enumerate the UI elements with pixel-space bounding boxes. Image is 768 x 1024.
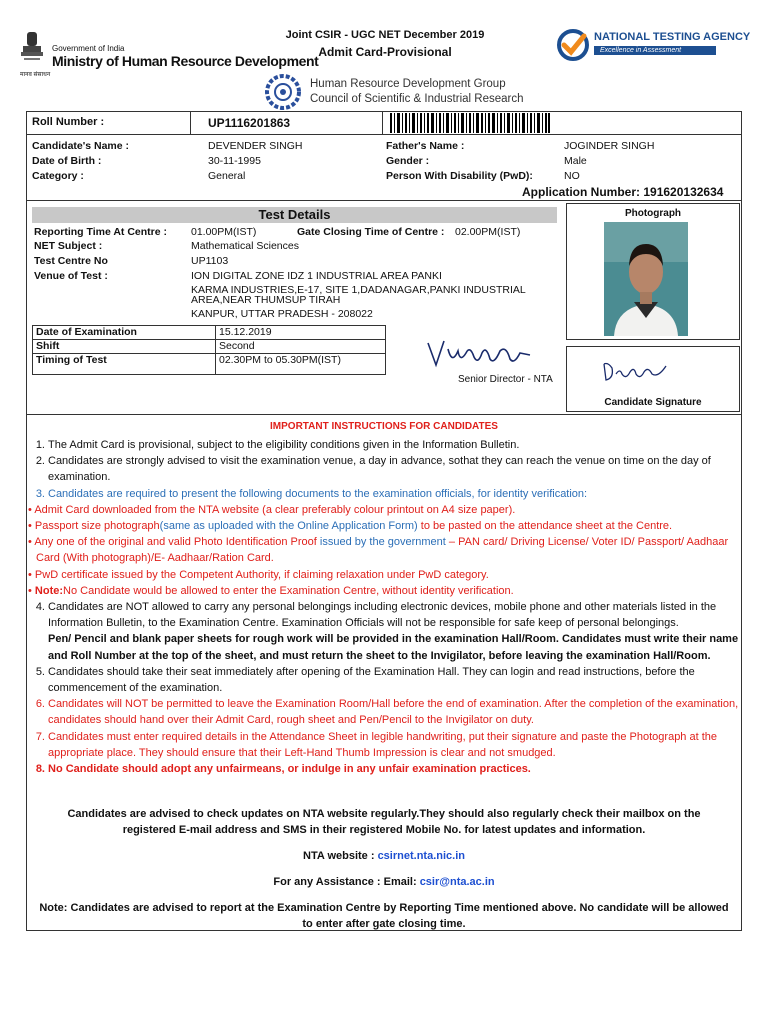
gate-closing-label: Gate Closing Time of Centre :	[297, 226, 445, 238]
ministry-subtitle: मानव संसाधन	[20, 72, 51, 78]
table-row	[33, 354, 386, 375]
list-item: • PwD certificate issued by the Competent Authority, if claiming relaxation under PwD category.	[28, 568, 489, 581]
pwd-value: NO	[564, 170, 580, 182]
table-row	[33, 340, 386, 354]
category-label: Category :	[32, 170, 84, 182]
divider	[190, 111, 191, 134]
candidate-photo	[604, 222, 688, 336]
timing-label: Timing of Test	[33, 354, 216, 375]
venue-line4: KANPUR, UTTAR PRADESH - 208022	[191, 308, 373, 320]
director-signature	[422, 335, 542, 371]
roll-number-value: UP1116201863	[208, 116, 291, 130]
footer	[26, 806, 742, 932]
csir-line2: Council of Scientific & Industrial Research	[310, 93, 524, 105]
shift-value: Second	[216, 340, 386, 354]
gender-label: Gender :	[386, 155, 430, 167]
gender-value: Male	[564, 155, 587, 167]
application-number	[522, 185, 723, 199]
director-label: Senior Director - NTA	[458, 374, 553, 385]
table-row	[33, 326, 386, 340]
list-item: • Passport size photograph(same as uploaded with the Online Application Form) to be pasted on the attendance sheet at the Centre.	[28, 520, 673, 533]
list-item: 8. No Candidate should adopt any unfairmeans, or indulge in any unfair examination practices.	[35, 763, 531, 776]
roll-number-label: Roll Number :	[32, 116, 105, 128]
list-item: 3. Candidates are required to present the following documents to the examination officials, for identity verification:	[35, 487, 588, 500]
instructions-title: IMPORTANT INSTRUCTIONS FOR CANDIDATES	[270, 421, 498, 432]
instructions-list	[28, 437, 740, 777]
pwd-label: Person With Disability (PwD):	[386, 170, 533, 182]
venue-line2: KARMA INDUSTRIES,E-17, SITE 1,DADANAGAR,PANKI INDUSTRIAL	[191, 284, 526, 296]
father-name-label: Father's Name :	[386, 140, 465, 152]
timing-value: 02.30PM to 05.30PM(IST)	[216, 354, 386, 375]
divider	[26, 200, 742, 201]
application-number-label: Application Number:	[522, 185, 641, 199]
csir-logo-icon	[264, 73, 302, 111]
admit-card-title: Admit Card-Provisional	[318, 45, 452, 59]
nta-website: NTA website : csirnet.nta.nic.in	[303, 850, 465, 862]
candidate-signature	[600, 358, 670, 384]
csir-line1: Human Resource Development Group	[310, 78, 506, 90]
venue-label: Venue of Test :	[34, 270, 108, 282]
gate-closing-value: 02.00PM(IST)	[455, 226, 521, 238]
list-item: 2. Candidates are strongly advised to visit the examination venue, a day in advance, sothat they can reach the venue on time on the day of examination.	[35, 455, 711, 484]
list-item: • Note:No Candidate would be allowed to enter the Examination Centre, without identity verification.	[28, 584, 514, 597]
assistance-email-link[interactable]: csir@nta.ac.in	[419, 876, 495, 888]
venue-line3: AREA,NEAR THUMSUP TIRAH	[191, 294, 341, 306]
assistance-email: For any Assistance : Email: csir@nta.ac.in	[273, 876, 495, 888]
net-subject-label: NET Subject :	[34, 240, 103, 252]
shift-label: Shift	[33, 340, 216, 354]
national-emblem-icon	[18, 30, 46, 66]
list-item: 7. Candidates must enter required details in the Attendance Sheet in legible handwriting, put their signature and paste the Photograph at the appropriate place. They should ensure that their Left-Hand Thumb Impression is clear and not smudged.	[35, 730, 718, 759]
test-details-header: Test Details	[32, 207, 557, 223]
photo-label: Photograph	[624, 208, 682, 219]
candidate-name-value: DEVENDER SINGH	[208, 140, 303, 152]
list-item: 1. The Admit Card is provisional, subject to the eligibility conditions given in the Information Bulletin.	[35, 439, 520, 451]
dob-value: 30-11-1995	[208, 155, 261, 167]
category-value: General	[208, 170, 246, 182]
nta-name: NATIONAL TESTING AGENCY	[594, 31, 751, 43]
list-item: • Any one of the original and valid Photo Identification Proof issued by the government – PAN card/ Driving License/ Voter ID/ Passport/ Aadhaar Card (With photograph)/E- Aadhaar/Ration Card.	[28, 536, 729, 565]
dob-label: Date of Birth :	[32, 155, 102, 167]
exam-title: Joint CSIR - UGC NET December 2019	[285, 29, 485, 41]
reporting-time-value: 01.00PM(IST)	[191, 226, 257, 238]
divider	[26, 414, 742, 415]
list-item: 4. Candidates are NOT allowed to carry any personal belongings including electronic devices, mobile phone and other materials listed in the Information Bulletin, to the Examination Centre. Examination Officials will not be responsible for safe keep of personal belongings. Pen/ Pencil and blank paper sheets for rough work will be provided in the examination Hall/Room. Candidates must write their name and Roll Number at the top of the sheet, and must return the sheet to the Invigilator, before leaving the examination Hall/Room.	[35, 601, 739, 662]
nta-website-link[interactable]: csirnet.nta.nic.in	[377, 850, 465, 862]
schedule-table	[32, 325, 386, 375]
nta-tagline: Excellence in Assessment	[594, 46, 716, 55]
reporting-time-label: Reporting Time At Centre :	[34, 226, 168, 238]
ministry-name: Ministry of Human Resource Development	[52, 53, 319, 69]
reporting-note: Note: Candidates are advised to report at the Examination Centre by Reporting Time mentioned above. No candidate will be allowed to enter after gate closing time.	[39, 902, 729, 930]
venue-line1: ION DIGITAL ZONE IDZ 1 INDUSTRIAL AREA PANKI	[191, 270, 442, 282]
barcode	[390, 113, 550, 133]
goi-label: Government of India	[52, 44, 125, 53]
net-subject-value: Mathematical Sciences	[191, 240, 299, 252]
candidate-name-label: Candidate's Name :	[32, 140, 130, 152]
list-item: • Admit Card downloaded from the NTA website (a clear preferably colour printout on A4 size paper).	[28, 503, 516, 516]
updates-note: Candidates are advised to check updates on NTA website regularly.They should also regularly check their mailbox on the registered E-mail address and SMS in their registered Mobile No. for latest updates and information.	[67, 808, 701, 836]
father-name-value: JOGINDER SINGH	[564, 140, 655, 152]
candidate-signature-label: Candidate Signature	[604, 397, 702, 408]
list-item: 6. Candidates will NOT be permitted to leave the Examination Room/Hall before the end of examination. After the completion of the examination, candidates should hand over their Admit Card, rough sheet and Pen/Pencil to the Invigilator on duty.	[35, 698, 739, 727]
nta-logo-icon	[556, 28, 590, 62]
divider	[382, 111, 383, 134]
test-centre-label: Test Centre No	[34, 255, 108, 267]
divider	[26, 134, 742, 135]
application-number-value: 191620132634	[643, 185, 724, 199]
test-centre-value: UP1103	[191, 255, 229, 267]
exam-date-value: 15.12.2019	[216, 326, 386, 340]
list-item: 5. Candidates should take their seat immediately after opening of the Examination Hall. They can login and read instructions, before the commencement of the examination.	[35, 665, 695, 695]
exam-date-label: Date of Examination	[33, 326, 216, 340]
